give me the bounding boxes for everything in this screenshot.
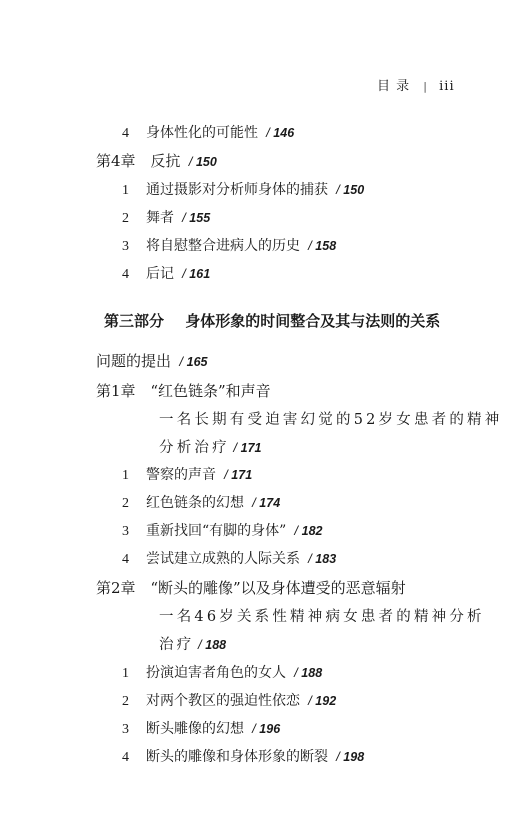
page-number: 183 [315, 552, 337, 566]
part-number: 第三部分 [104, 312, 165, 330]
section-number: 4 [122, 267, 129, 282]
section-number: 4 [122, 750, 129, 765]
toc-entry-introduction[interactable]: 问题的提出 / 165 [96, 352, 208, 370]
section-number: 3 [122, 722, 129, 737]
section-title: 扮演迫害者角色的女人 [146, 665, 286, 681]
header-title: 目 录 [377, 79, 411, 94]
chapter-number: 第2章 [96, 579, 136, 597]
running-header [377, 75, 455, 94]
section-number: 2 [122, 694, 129, 709]
page-number: 146 [273, 126, 295, 140]
chapter-number: 第4章 [96, 152, 136, 170]
section-number: 3 [122, 239, 129, 254]
page-number: 188 [301, 666, 323, 680]
toc-entry-chapter[interactable]: 第4章 反抗 / 150 [96, 152, 217, 170]
section-number: 1 [122, 183, 129, 198]
subtitle-text: 治疗 [159, 637, 195, 653]
page-number: 198 [343, 750, 365, 764]
chapter-title: “红色链条”和声音 [150, 382, 271, 400]
toc-entry-section[interactable]: 1 通过摄影对分析师身体的捕获 / 150 [122, 182, 365, 198]
section-title: 断头雕像的幻想 [146, 721, 244, 737]
section-number: 4 [122, 126, 129, 141]
page-number: 171 [240, 441, 262, 455]
chapter-subtitle-line [159, 408, 502, 429]
section-title: 尝试建立成熟的人际关系 [146, 551, 300, 567]
section-title: 后记 [146, 266, 174, 282]
chapter-subtitle-line[interactable]: 分析治疗 / 171 [159, 440, 262, 456]
header-page-number: iii [439, 79, 455, 94]
toc-entry-section[interactable]: 4 身体性化的可能性 / 146 [122, 125, 295, 141]
subtitle-text: 分析治疗 [159, 440, 230, 456]
section-title: 红色链条的幻想 [146, 495, 244, 511]
section-number: 1 [122, 666, 129, 681]
page-number: 158 [315, 239, 337, 253]
page-number: 188 [205, 638, 227, 652]
toc-entry-section[interactable]: 4 尝试建立成熟的人际关系 / 183 [122, 551, 337, 567]
page-number: 171 [231, 468, 253, 482]
toc-entry-chapter[interactable] [96, 380, 271, 401]
section-title: 断头的雕像和身体形象的断裂 [146, 749, 328, 765]
toc-entry-section[interactable]: 4 断头的雕像和身体形象的断裂 / 198 [122, 749, 365, 765]
chapter-subtitle-line[interactable]: 治疗 / 188 [159, 637, 227, 653]
toc-entry-section[interactable]: 3 断头雕像的幻想 / 196 [122, 721, 281, 737]
chapter-title: “断头的雕像”以及身体遭受的恶意辐射 [150, 579, 406, 597]
toc-entry-section[interactable]: 3 将自慰整合进病人的历史 / 158 [122, 238, 337, 254]
section-title: 通过摄影对分析师身体的捕获 [146, 182, 328, 198]
section-number: 2 [122, 211, 129, 226]
page-number: 192 [315, 694, 337, 708]
page-number: 155 [189, 211, 211, 225]
toc-entry-section[interactable]: 4 后记 / 161 [122, 266, 211, 282]
page-number: 161 [189, 267, 211, 281]
toc-entry-section[interactable]: 1 扮演迫害者角色的女人 / 188 [122, 665, 323, 681]
chapter-number: 第1章 [96, 382, 136, 400]
subtitle-text: 一名46岁关系性精神病女患者的精神分析 [159, 609, 485, 625]
section-number: 4 [122, 552, 129, 567]
toc-entry-section[interactable]: 3 重新找回“有脚的身体” / 182 [122, 523, 323, 539]
section-title: 警察的声音 [146, 467, 216, 483]
toc-entry-chapter[interactable] [96, 577, 406, 598]
chapter-subtitle-line [159, 605, 485, 626]
section-title: 重新找回“有脚的身体” [146, 523, 287, 539]
section-title: 身体性化的可能性 [146, 125, 258, 141]
section-title: 舞者 [146, 210, 174, 226]
section-number: 3 [122, 524, 129, 539]
toc-entry-section[interactable]: 2 对两个教区的强迫性依恋 / 192 [122, 693, 337, 709]
part-title: 身体形象的时间整合及其与法则的关系 [185, 312, 441, 330]
page-number: 196 [259, 722, 281, 736]
page-number: 182 [301, 524, 323, 538]
toc-entry-section[interactable]: 2 红色链条的幻想 / 174 [122, 495, 281, 511]
toc-entry-section[interactable]: 2 舞者 / 155 [122, 210, 211, 226]
subtitle-text: 一名长期有受迫害幻觉的52岁女患者的精神 [159, 412, 503, 428]
page-number: 165 [186, 355, 208, 369]
page-number: 150 [195, 155, 217, 169]
section-title: 对两个教区的强迫性依恋 [146, 693, 300, 709]
section-title: 将自慰整合进病人的历史 [146, 238, 300, 254]
toc-part-heading[interactable] [104, 310, 440, 331]
section-number: 2 [122, 496, 129, 511]
page-number: 150 [343, 183, 365, 197]
page-number: 174 [259, 496, 281, 510]
toc-entry-section[interactable]: 1 警察的声音 / 171 [122, 467, 253, 483]
chapter-title: 反抗 [150, 152, 181, 170]
chapter-title: 问题的提出 [96, 352, 172, 370]
section-number: 1 [122, 468, 129, 483]
header-separator: | [423, 80, 428, 93]
